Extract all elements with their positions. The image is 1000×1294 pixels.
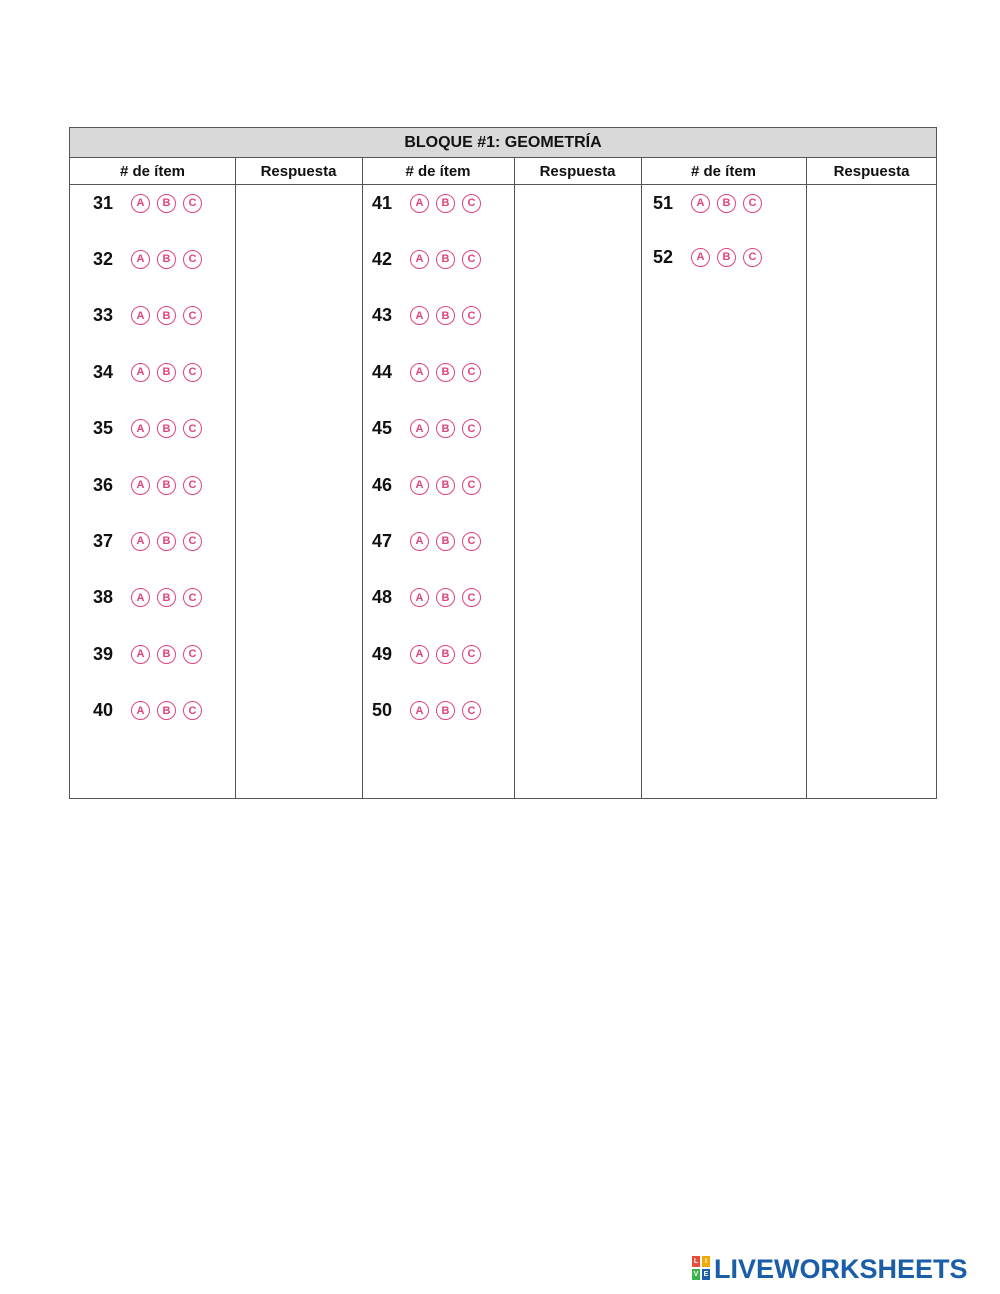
option-bubble-a: A: [410, 701, 429, 720]
option-bubble-a: A: [131, 588, 150, 607]
answer-cell-2[interactable]: [515, 186, 640, 798]
question-row: [93, 358, 209, 386]
option-bubble-a: A: [691, 194, 710, 213]
option-bubble-a: A: [410, 588, 429, 607]
option-bubble-a: A: [131, 476, 150, 495]
question-number: 35: [93, 418, 114, 439]
option-bubble-b: B: [157, 250, 176, 269]
option-bubble-c: C: [743, 248, 762, 267]
question-row: [372, 358, 488, 386]
question-row: [372, 527, 488, 555]
question-row: [653, 189, 769, 217]
question-row: [93, 640, 209, 668]
option-bubble-b: B: [436, 701, 455, 720]
question-number: 46: [372, 474, 393, 495]
question-number: 31: [93, 192, 114, 213]
question-number: 33: [93, 305, 114, 326]
question-number: 37: [93, 530, 114, 551]
column-divider: [641, 158, 642, 798]
option-bubble-a: A: [131, 363, 150, 382]
column-divider: [362, 158, 363, 798]
option-bubble-b: B: [157, 588, 176, 607]
option-bubble-b: B: [436, 419, 455, 438]
option-bubble-b: B: [157, 701, 176, 720]
header-answer-2: Respuesta: [514, 158, 641, 185]
question-row: [372, 189, 488, 217]
question-number: 39: [93, 643, 114, 664]
question-number: 41: [372, 192, 393, 213]
question-number: 42: [372, 248, 393, 269]
option-bubble-a: A: [131, 194, 150, 213]
option-bubble-c: C: [743, 194, 762, 213]
question-number: 38: [93, 587, 114, 608]
option-bubble-c: C: [462, 306, 481, 325]
option-bubble-b: B: [436, 306, 455, 325]
option-bubble-a: A: [410, 476, 429, 495]
question-number: 50: [372, 700, 393, 721]
option-bubble-a: A: [131, 645, 150, 664]
header-item-number-2: # de ítem: [362, 158, 514, 185]
option-bubble-b: B: [436, 476, 455, 495]
liveworksheets-logo: [692, 1252, 968, 1286]
answer-cell-3[interactable]: [807, 186, 936, 798]
question-number: 44: [372, 361, 393, 382]
question-row: [372, 584, 488, 612]
option-bubble-b: B: [436, 194, 455, 213]
option-bubble-c: C: [462, 194, 481, 213]
question-number: 40: [93, 700, 114, 721]
logo-text: LIVEWORKSHEETS: [714, 1253, 968, 1284]
question-row: [93, 415, 209, 443]
option-bubble-b: B: [157, 194, 176, 213]
block-title: BLOQUE #1: GEOMETRÍA: [70, 128, 936, 158]
question-row: [372, 640, 488, 668]
question-number: 34: [93, 361, 114, 382]
header-answer-1: Respuesta: [235, 158, 362, 185]
question-row: [372, 245, 488, 273]
answer-cell-1[interactable]: [236, 186, 361, 798]
question-row: [93, 189, 209, 217]
option-bubble-b: B: [157, 532, 176, 551]
option-bubble-c: C: [462, 363, 481, 382]
logo-badge-icon: L I V E: [693, 1258, 709, 1278]
header-item-number-1: # de ítem: [70, 158, 235, 185]
option-bubble-c: C: [462, 250, 481, 269]
option-bubble-b: B: [157, 476, 176, 495]
option-bubble-a: A: [410, 645, 429, 664]
option-bubble-b: B: [436, 588, 455, 607]
question-row: [93, 697, 209, 725]
option-bubble-a: A: [410, 532, 429, 551]
question-number: 51: [653, 192, 674, 213]
question-row: [372, 697, 488, 725]
option-bubble-c: C: [183, 532, 202, 551]
option-bubble-c: C: [183, 476, 202, 495]
option-bubble-b: B: [157, 645, 176, 664]
option-bubble-a: A: [410, 306, 429, 325]
question-number: 36: [93, 474, 114, 495]
question-number: 49: [372, 643, 393, 664]
option-bubble-a: A: [410, 194, 429, 213]
option-bubble-c: C: [183, 363, 202, 382]
option-bubble-c: C: [183, 306, 202, 325]
option-bubble-b: B: [157, 419, 176, 438]
option-bubble-c: C: [183, 588, 202, 607]
question-row: [93, 584, 209, 612]
option-bubble-c: C: [183, 419, 202, 438]
option-bubble-a: A: [410, 419, 429, 438]
question-row: [93, 245, 209, 273]
option-bubble-c: C: [462, 419, 481, 438]
option-bubble-c: C: [183, 194, 202, 213]
option-bubble-a: A: [131, 701, 150, 720]
option-bubble-b: B: [717, 194, 736, 213]
option-bubble-b: B: [436, 645, 455, 664]
question-row: [372, 302, 488, 330]
question-number: 52: [653, 246, 674, 267]
question-number: 47: [372, 530, 393, 551]
option-bubble-b: B: [436, 363, 455, 382]
option-bubble-a: A: [131, 306, 150, 325]
option-bubble-c: C: [462, 701, 481, 720]
option-bubble-a: A: [691, 248, 710, 267]
option-bubble-b: B: [157, 306, 176, 325]
option-bubble-c: C: [183, 701, 202, 720]
question-row: [93, 527, 209, 555]
option-bubble-b: B: [157, 363, 176, 382]
option-bubble-c: C: [462, 588, 481, 607]
header-item-number-3: # de ítem: [641, 158, 806, 185]
option-bubble-c: C: [462, 532, 481, 551]
question-row: [372, 415, 488, 443]
header-answer-3: Respuesta: [806, 158, 937, 185]
question-row: [93, 302, 209, 330]
option-bubble-b: B: [436, 532, 455, 551]
question-number: 43: [372, 305, 393, 326]
option-bubble-b: B: [436, 250, 455, 269]
question-row: [372, 471, 488, 499]
question-number: 48: [372, 587, 393, 608]
option-bubble-b: B: [717, 248, 736, 267]
question-row: [93, 471, 209, 499]
option-bubble-c: C: [462, 645, 481, 664]
option-bubble-c: C: [183, 250, 202, 269]
option-bubble-c: C: [462, 476, 481, 495]
option-bubble-a: A: [410, 250, 429, 269]
option-bubble-a: A: [131, 250, 150, 269]
question-number: 45: [372, 418, 393, 439]
option-bubble-a: A: [131, 532, 150, 551]
option-bubble-a: A: [131, 419, 150, 438]
answer-sheet-table: [69, 127, 937, 799]
question-number: 32: [93, 248, 114, 269]
option-bubble-a: A: [410, 363, 429, 382]
question-row: [653, 243, 769, 271]
option-bubble-c: C: [183, 645, 202, 664]
